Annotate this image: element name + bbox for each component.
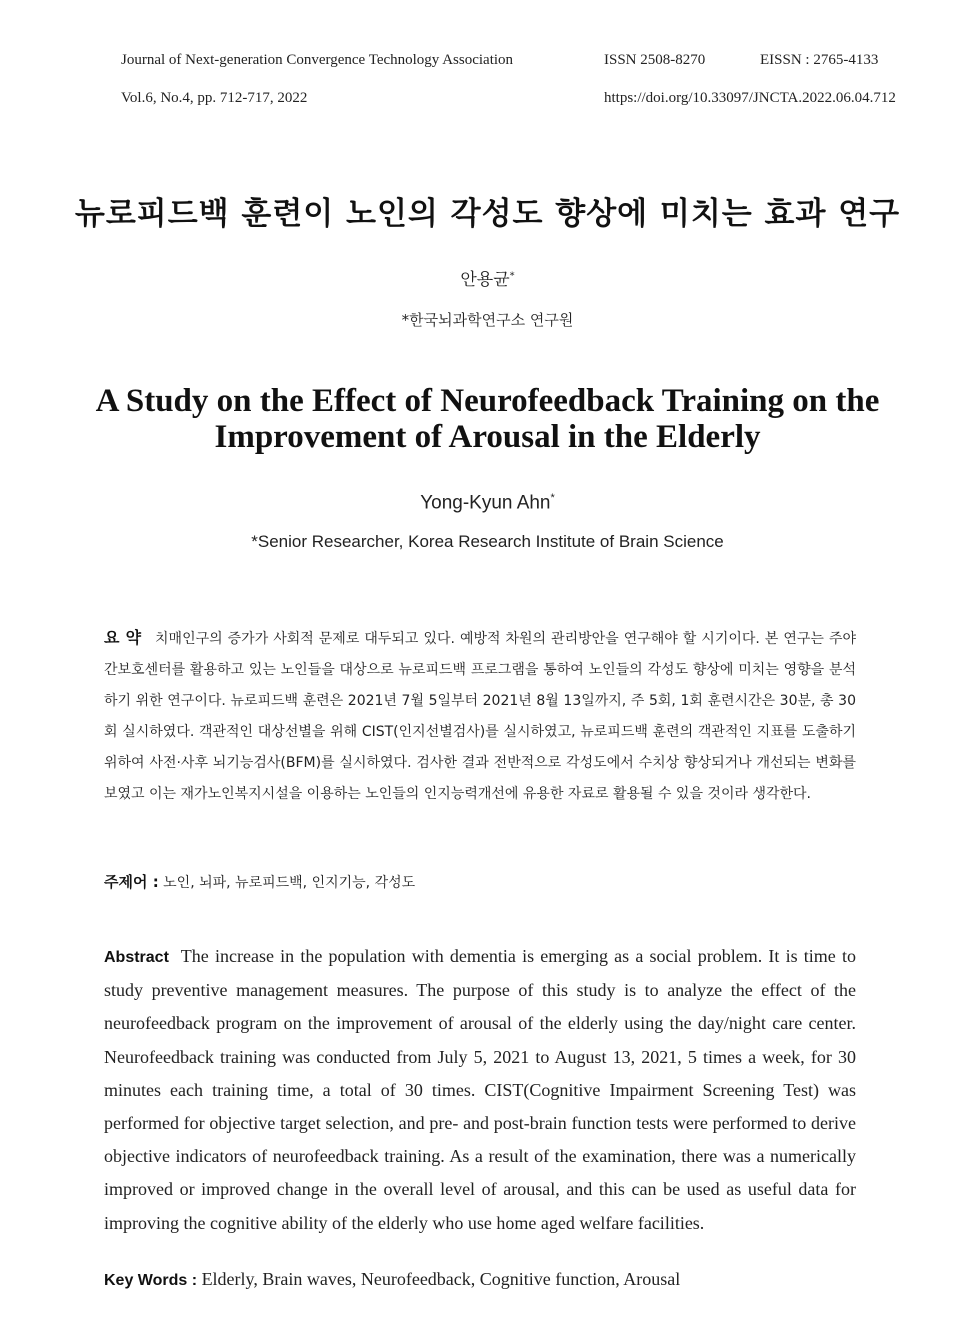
english-keywords-label: Key Words : [104, 1272, 198, 1289]
english-abstract [104, 940, 856, 1240]
english-keywords [104, 1267, 856, 1293]
eissn: EISSN : 2765-4133 [760, 52, 879, 68]
english-author-name: Yong-Kyun Ahn [420, 492, 551, 514]
korean-author [0, 265, 975, 290]
issn: ISSN 2508-8270 [604, 52, 706, 68]
korean-abstract-label: 요 약 [104, 628, 142, 647]
korean-author-mark: * [509, 270, 515, 282]
korean-affiliation: *한국뇌과학연구소 연구원 [401, 311, 574, 329]
korean-keywords-text: 노인, 뇌파, 뉴로피드백, 인지기능, 각성도 [163, 875, 416, 891]
english-title: A Study on the Effect of Neurofeedback Training on the Improvement of Arousal in the Elderly [95, 383, 880, 455]
korean-title: 뉴로피드백 훈련이 노인의 각성도 향상에 미치는 효과 연구 [74, 196, 901, 232]
korean-keywords [104, 870, 856, 895]
korean-abstract-text: 치매인구의 증가가 사회적 문제로 대두되고 있다. 예방적 차원의 관리방안을 연구해야 할 시기이다. 본 연구는 주야간보호센터를 활용하고 있는 노인들을 대상으로 뉴로피드백 프로그램을 통하여 노인들의 각성도 향상에 미치는 영향을 분석하기 위한 연구이다. 뉴로피드백 훈련은 2021년 7월 5일부터 2021년 8월 13일까지, 주 5회, 1회 훈련시간은 30분, 총 30회 실시하였다. 객관적인 대상선별을 위해 CIST(인지선별검사)를 실시하였고, 뉴로피드백 훈련의 객관적인 지표를 도출하기 위하여 사전·사후 뇌기능검사(BFM)를 실시하였다. 검사한 결과 전반적으로 각성도에서 수치상 향상되거나 개선되는 변화를 보였고 이는 재가노인복지시설을 이용하는 노인들의 인지능력개선에 유용한 자료로 활용될 수 있을 것이라 생각한다. [104, 631, 856, 802]
english-abstract-text: The increase in the population with dementia is emerging as a social problem. It is time to study preventive management measures. The purpose of this study is to analyze the effect of the neurofeedback program on the improvement of arousal of the elderly using the day/night care center. Neurofeedback training was conducted from July 5, 2021 to August 13, 2021, 5 times a week, for 30 minutes each training time, a total of 30 times. CIST(Cognitive Impairment Screening Test) was performed for objective target selection, and pre- and post-brain function tests were performed to derive objective indicators of neurofeedback training. As a result of the examination, there was a numerically improved or improved change in the overall level of arousal, and this can be used as useful data for improving the cognitive ability of the elderly who use home aged welfare facilities. [104, 946, 857, 1233]
doi-link[interactable]: https://doi.org/10.33097/JNCTA.2022.06.04.712 [604, 90, 896, 106]
volume-info: Vol.6, No.4, pp. 712-717, 2022 [121, 90, 308, 106]
journal-name: Journal of Next-generation Convergence Technology Association [121, 52, 514, 68]
english-affiliation: *Senior Researcher, Korea Research Institute of Brain Science [251, 532, 724, 551]
english-author-mark: * [550, 492, 555, 504]
english-abstract-label: Abstract [104, 949, 169, 966]
korean-abstract [104, 622, 856, 810]
korean-author-name: 안용균 [460, 270, 510, 290]
english-keywords-text: Elderly, Brain waves, Neurofeedback, Cognitive function, Arousal [201, 1269, 681, 1289]
english-author [0, 492, 975, 514]
korean-keywords-label: 주제어 : [104, 873, 159, 891]
